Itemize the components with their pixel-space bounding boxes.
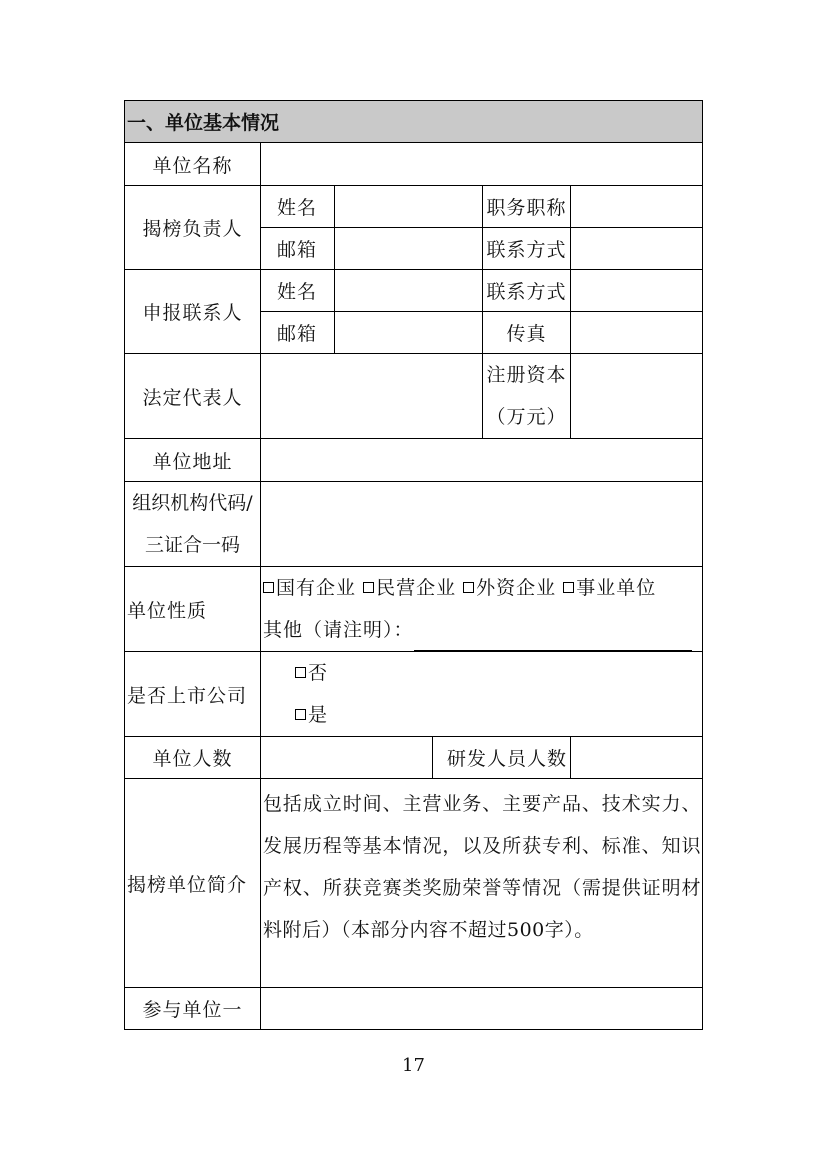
applicant-name-field[interactable] <box>335 270 483 312</box>
listed-label: 是否上市公司 <box>125 652 261 737</box>
nature-label: 单位性质 <box>125 567 261 652</box>
leader-title-label: 职务职称 <box>483 186 571 228</box>
nature-options <box>261 567 703 652</box>
checkbox-icon <box>295 709 306 720</box>
checkbox-icon <box>463 582 474 593</box>
listed-option-yes[interactable]: 是 <box>295 704 327 726</box>
checkbox-icon <box>295 667 306 678</box>
unit-info-form <box>124 100 702 1027</box>
intro-label: 揭榜单位简介 <box>125 779 261 988</box>
capital-label <box>483 354 571 439</box>
checkbox-icon <box>363 582 374 593</box>
capital-label-line1: 注册资本 <box>486 364 567 386</box>
org-code-row <box>125 482 703 567</box>
applicant-email-field[interactable] <box>335 312 483 354</box>
partner-field[interactable] <box>261 988 703 1030</box>
unit-name-row <box>125 143 703 186</box>
listed-option-no[interactable]: 否 <box>295 662 327 684</box>
intro-row <box>125 779 703 988</box>
page-number: 17 <box>402 1055 425 1076</box>
applicant-contact-field[interactable] <box>571 270 703 312</box>
section-title: 一、单位基本情况 <box>125 101 703 143</box>
applicant-fax-field[interactable] <box>571 312 703 354</box>
unit-name-field[interactable] <box>261 143 703 186</box>
rd-staff-label: 研发人员人数 <box>433 737 571 779</box>
applicant-fax-label: 传真 <box>483 312 571 354</box>
legal-rep-row <box>125 354 703 439</box>
capital-label-line2: （万元） <box>486 406 567 428</box>
listed-options <box>261 652 703 737</box>
applicant-contact-label: 联系方式 <box>483 270 571 312</box>
address-field[interactable] <box>261 439 703 482</box>
org-code-field[interactable] <box>261 482 703 567</box>
nature-other-field[interactable] <box>414 630 692 651</box>
partner-row <box>125 988 703 1030</box>
unit-name-label: 单位名称 <box>125 143 261 186</box>
leader-name-field[interactable] <box>335 186 483 228</box>
checkbox-icon <box>263 582 274 593</box>
rd-staff-field[interactable] <box>571 737 703 779</box>
nature-option-institution[interactable]: 事业单位 <box>563 577 656 599</box>
address-row <box>125 439 703 482</box>
org-code-label <box>125 482 261 567</box>
legal-rep-field[interactable] <box>261 354 483 439</box>
section-header-row <box>125 101 703 143</box>
org-code-label-line2: 三证合一码 <box>144 534 240 556</box>
staff-field[interactable] <box>261 737 433 779</box>
nature-row <box>125 567 703 652</box>
leader-title-field[interactable] <box>571 186 703 228</box>
leader-email-label: 邮箱 <box>261 228 335 270</box>
checkbox-icon <box>563 582 574 593</box>
nature-option-private[interactable]: 民营企业 <box>363 577 456 599</box>
nature-other-label: 其他（请注明）： <box>263 619 414 641</box>
leader-email-field[interactable] <box>335 228 483 270</box>
applicant-name-label: 姓名 <box>261 270 335 312</box>
leader-contact-label: 联系方式 <box>483 228 571 270</box>
staff-label: 单位人数 <box>125 737 261 779</box>
staff-row <box>125 737 703 779</box>
leader-contact-field[interactable] <box>571 228 703 270</box>
partner-label: 参与单位一 <box>125 988 261 1030</box>
applicant-label: 申报联系人 <box>125 270 261 354</box>
leader-row-1 <box>125 186 703 228</box>
applicant-email-label: 邮箱 <box>261 312 335 354</box>
nature-option-foreign[interactable]: 外资企业 <box>463 577 556 599</box>
form-table <box>124 100 703 1030</box>
address-label: 单位地址 <box>125 439 261 482</box>
applicant-row-1 <box>125 270 703 312</box>
legal-rep-label: 法定代表人 <box>125 354 261 439</box>
nature-option-state[interactable]: 国有企业 <box>263 577 356 599</box>
leader-label: 揭榜负责人 <box>125 186 261 270</box>
leader-name-label: 姓名 <box>261 186 335 228</box>
listed-row <box>125 652 703 737</box>
org-code-label-line1: 组织机构代码/ <box>132 492 253 514</box>
capital-field[interactable] <box>571 354 703 439</box>
intro-field[interactable]: 包括成立时间、主营业务、主要产品、技术实力、发展历程等基本情况，以及所获专利、标准、知识产权、所获竞赛类奖励荣誉等情况（需提供证明材料附后）（本部分内容不超过500字）。 <box>261 779 703 988</box>
